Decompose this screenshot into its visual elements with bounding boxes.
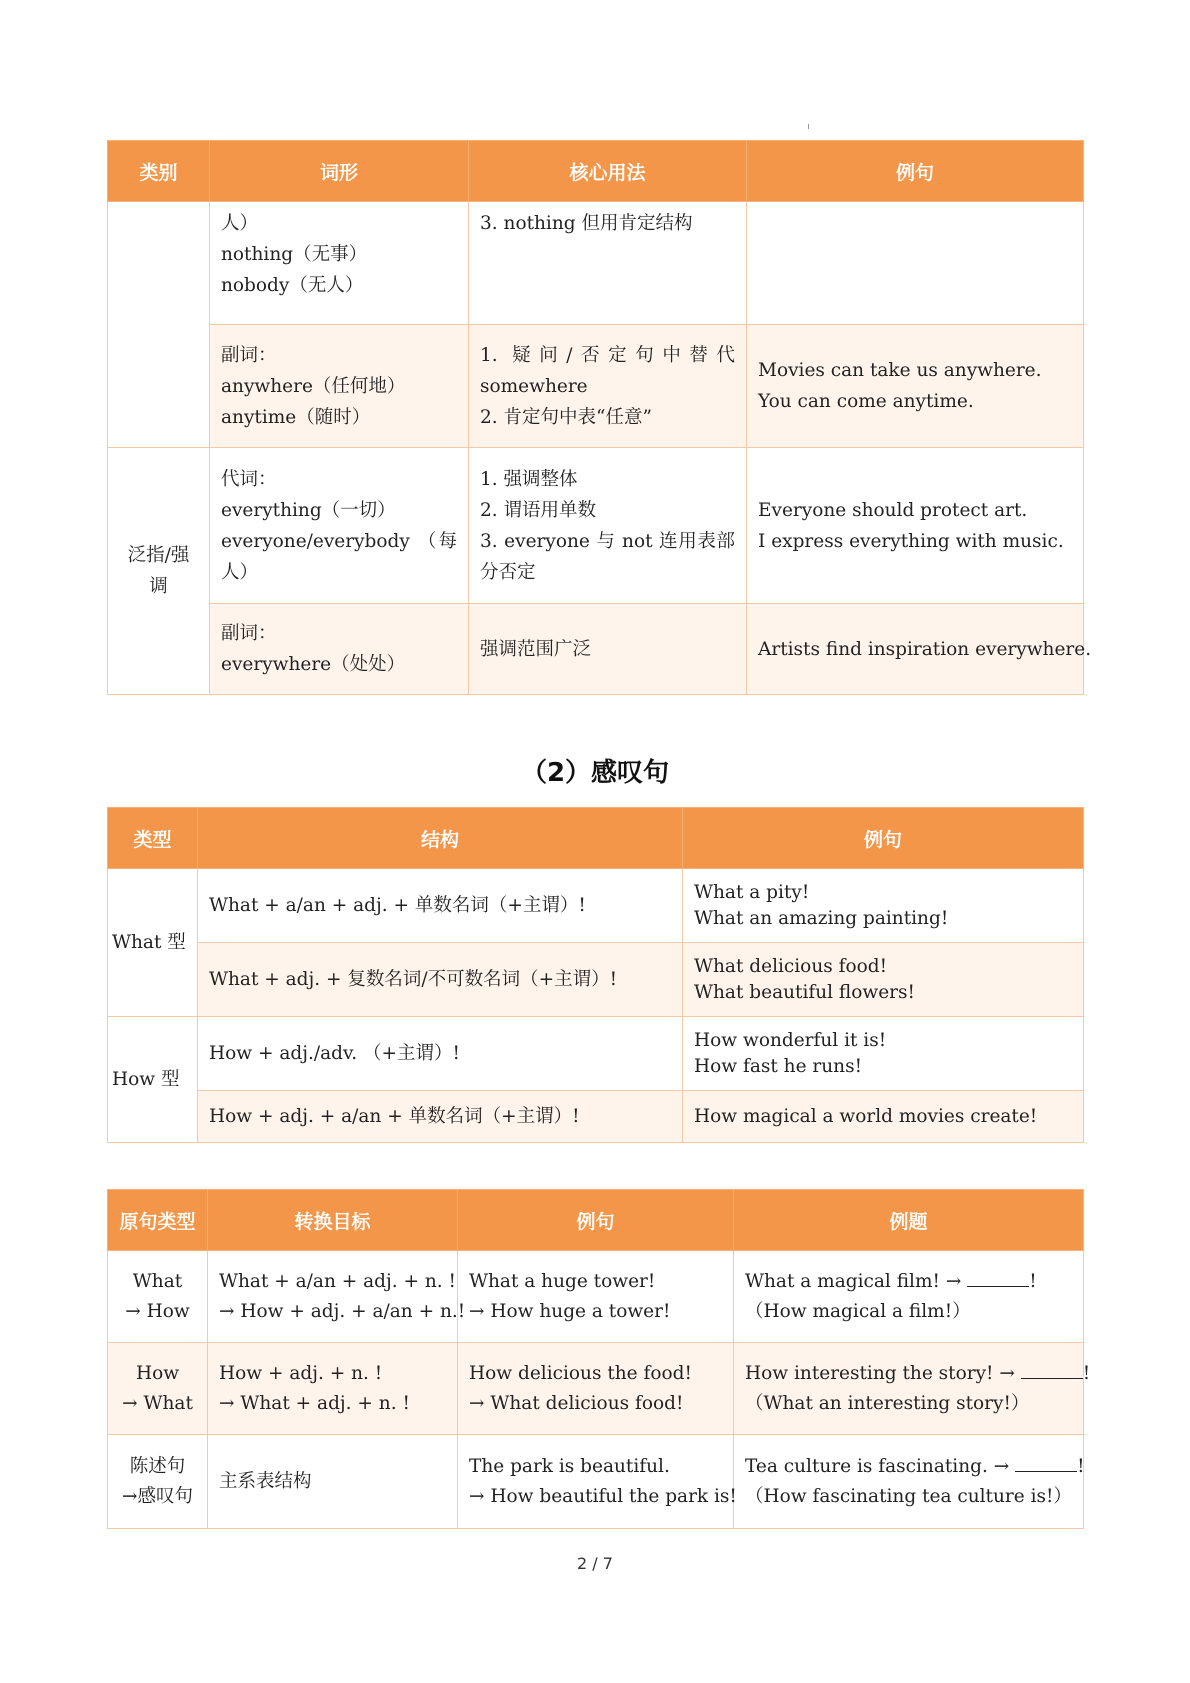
exercise-answer: （What an interesting story!） — [745, 1392, 1030, 1414]
example-cell — [747, 604, 1092, 695]
target-cell — [208, 1251, 466, 1343]
exercise-question — [745, 1452, 1085, 1482]
form-line: everyone/everybody （每 — [221, 530, 457, 552]
type-line: → How — [125, 1300, 190, 1322]
header-usage: 核心用法 — [469, 141, 747, 202]
example-line: The park is beautiful. — [469, 1455, 670, 1477]
example-cell — [458, 1435, 737, 1529]
type-line: What — [132, 1270, 183, 1292]
table-row — [108, 1251, 1084, 1343]
example-cell — [747, 325, 1084, 448]
answer-blank — [1015, 1453, 1077, 1472]
exclamatory-sentence-table — [107, 807, 1084, 1143]
type-line: How — [135, 1362, 180, 1384]
example-cell — [683, 1091, 1084, 1143]
form-line: nothing（无事） — [221, 244, 368, 265]
exercise-end-mark: ! — [1077, 1455, 1085, 1477]
header-type: 类型 — [108, 808, 198, 869]
example-cell — [683, 869, 1084, 943]
header-structure: 结构 — [198, 808, 683, 869]
page-number: 2 / 7 — [577, 1554, 613, 1573]
usage-line: 2. 谓语用单数 — [480, 499, 597, 521]
table-header-row — [108, 141, 1084, 202]
example-cell — [747, 448, 1084, 604]
form-line: 代词： — [221, 468, 277, 490]
form-line: everywhere（处处） — [221, 654, 406, 675]
table-row — [108, 325, 1084, 448]
exercise-answer: （How fascinating tea culture is!） — [745, 1485, 1072, 1507]
example-line: What beautiful flowers! — [694, 981, 915, 1003]
form-line: 副词： — [221, 344, 277, 366]
type-cell-what: What 型 — [108, 869, 198, 1017]
stray-mark — [808, 124, 809, 129]
example-line: What an amazing painting! — [694, 907, 949, 929]
example-line: How delicious the food! — [469, 1362, 692, 1384]
type-line: 陈述句 — [129, 1455, 186, 1477]
exercise-answer: （How magical a film!） — [745, 1300, 971, 1322]
exercise-prompt: How interesting the story! → — [745, 1362, 1015, 1384]
table-row — [108, 1435, 1084, 1529]
type-cell — [108, 1343, 208, 1435]
usage-line: 分否定 — [480, 561, 536, 583]
exercise-end-mark: ! — [1082, 1362, 1091, 1384]
header-target: 转换目标 — [208, 1190, 458, 1251]
section-title: （2）感叹句 — [520, 758, 670, 788]
structure-cell: What + adj. + 复数名词/不可数名词（+主谓）! — [198, 943, 683, 1017]
target-line: → How + adj. + a/an + n.! — [219, 1300, 466, 1322]
header-example: 例句 — [747, 141, 1084, 202]
example-line: Artists find inspiration everywhere. — [758, 638, 1092, 660]
example-line: How magical a world movies create! — [694, 1105, 1038, 1127]
target-cell — [208, 1435, 458, 1529]
exercise-end-mark: ! — [1029, 1270, 1037, 1292]
table-header-row — [108, 1190, 1084, 1251]
type-line: → What — [122, 1392, 193, 1414]
usage-cell — [469, 202, 747, 325]
table-header-row — [108, 808, 1084, 869]
header-example: 例句 — [683, 808, 1084, 869]
target-line: → What + adj. + n. ! — [219, 1392, 410, 1414]
usage-cell — [469, 448, 747, 604]
usage-line: 2. 肯定句中表“任意” — [480, 406, 652, 428]
table-row — [108, 448, 1084, 604]
usage-line: somewhere — [480, 375, 588, 397]
type-line: →感叹句 — [121, 1485, 193, 1507]
target-cell — [208, 1343, 458, 1435]
table-row — [108, 1343, 1084, 1435]
exercise-prompt: Tea culture is fascinating. → — [745, 1455, 1010, 1477]
form-line: 人） — [221, 213, 259, 234]
example-cell — [683, 1017, 1084, 1091]
example-line: What delicious food! — [694, 955, 888, 977]
form-cell — [210, 448, 469, 604]
header-form: 词形 — [210, 141, 469, 202]
example-cell — [458, 1343, 734, 1435]
sentence-conversion-table — [107, 1189, 1091, 1529]
example-line: Everyone should protect art. — [758, 499, 1028, 521]
header-category: 类别 — [108, 141, 210, 202]
type-cell — [108, 1435, 208, 1529]
header-exercise: 例题 — [734, 1190, 1084, 1251]
category-line: 调 — [149, 576, 168, 597]
example-line: What a pity! — [694, 881, 810, 903]
target-line: How + adj. + n. ! — [219, 1362, 383, 1384]
example-cell-empty — [747, 202, 1084, 325]
category-cell — [108, 448, 210, 695]
form-line: 人） — [221, 561, 259, 583]
category-cell-empty — [108, 202, 210, 448]
table-row — [108, 202, 1084, 325]
example-line: How fast he runs! — [694, 1055, 863, 1077]
structure-cell: What + a/an + adj. + 单数名词（+主谓）! — [198, 869, 683, 943]
form-line: nobody（无人） — [221, 275, 364, 296]
example-line: How wonderful it is! — [694, 1029, 887, 1051]
form-line: 副词： — [221, 623, 277, 644]
example-line: I express everything with music. — [758, 530, 1064, 552]
example-line: What a huge tower! — [469, 1270, 656, 1292]
usage-line: 1. 强调整体 — [480, 468, 578, 490]
example-line: → What delicious food! — [469, 1392, 684, 1414]
usage-line: 强调范围广泛 — [480, 638, 592, 660]
table-row — [108, 604, 1084, 695]
answer-blank — [1021, 1360, 1083, 1379]
example-line: You can come anytime. — [758, 391, 974, 412]
indefinite-pronoun-table — [107, 140, 1092, 695]
usage-cell — [469, 604, 747, 695]
table-row — [108, 1017, 1084, 1091]
table-row — [108, 943, 1084, 1017]
target-line: 主系表结构 — [219, 1470, 312, 1492]
form-line: anytime（随时） — [221, 406, 371, 428]
example-cell — [683, 943, 1084, 1017]
target-line: What + a/an + adj. + n. ! — [219, 1270, 456, 1292]
usage-line: 3. nothing 但用肯定结构 — [480, 213, 693, 234]
header-original-type: 原句类型 — [108, 1190, 208, 1251]
usage-line: 1. 疑问/否定句中替代 — [480, 344, 735, 366]
table-row — [108, 869, 1084, 943]
exercise-cell — [734, 1251, 1084, 1343]
form-line: everything（一切） — [221, 499, 396, 521]
example-cell — [458, 1251, 734, 1343]
form-line: anywhere（任何地） — [221, 375, 406, 397]
structure-cell: How + adj./adv. （+主谓）! — [198, 1017, 683, 1091]
table-row — [108, 1091, 1084, 1143]
exercise-cell — [734, 1435, 1084, 1529]
header-example: 例句 — [458, 1190, 734, 1251]
exercise-question — [745, 1359, 1091, 1389]
exercise-cell — [734, 1343, 1091, 1435]
usage-line: 3. everyone 与 not 连用表部 — [480, 530, 735, 552]
form-cell — [210, 604, 469, 695]
form-cell — [210, 202, 469, 325]
example-line: Movies can take us anywhere. — [758, 360, 1042, 381]
usage-cell — [469, 325, 747, 448]
structure-cell: How + adj. + a/an + 单数名词（+主谓）! — [198, 1091, 683, 1143]
answer-blank — [967, 1268, 1029, 1287]
category-line: 泛指/强 — [127, 545, 190, 566]
exercise-question — [745, 1267, 1072, 1297]
type-cell — [108, 1251, 208, 1343]
exercise-prompt: What a magical film! → — [745, 1270, 962, 1292]
example-line: → How beautiful the park is! — [469, 1485, 737, 1507]
example-line: → How huge a tower! — [469, 1300, 671, 1322]
type-cell-how: How 型 — [108, 1017, 198, 1143]
form-cell — [210, 325, 469, 448]
